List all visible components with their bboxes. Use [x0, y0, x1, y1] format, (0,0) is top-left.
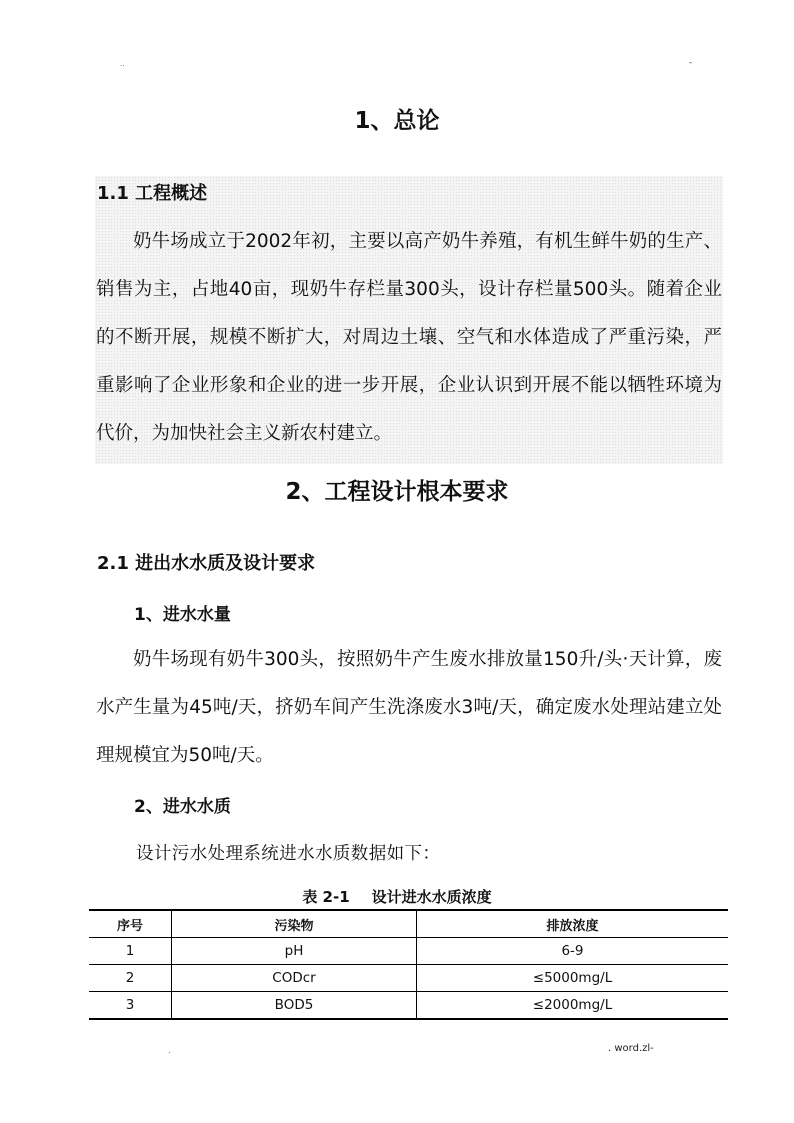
table-header-row — [89, 910, 728, 938]
water-quality-table — [89, 909, 728, 1020]
row-concentration: 6-9 — [417, 938, 729, 965]
table-row — [89, 992, 728, 1020]
row-index: 1 — [89, 938, 172, 965]
inflow-volume-paragraph: 奶牛场现有奶牛300头，按照奶牛产生废水排放量150升/头·天计算，废水产生量为45吨/天，挤奶车间产生洗涤废水3吨/天，确定废水处理站建立处理规模宜为50吨/天。 — [96, 649, 722, 766]
row-pollutant: pH — [172, 938, 417, 965]
row-pollutant: BOD5 — [172, 992, 417, 1020]
footer-source-text: . word.zl- — [608, 1043, 654, 1054]
section-1-title: 1、总论 — [354, 108, 440, 134]
row-concentration: ≤5000mg/L — [417, 965, 729, 992]
table-caption-title: 设计进水水质浓度 — [371, 888, 492, 906]
row-index: 2 — [89, 965, 172, 992]
row-concentration: ≤2000mg/L — [417, 992, 729, 1020]
header-concentration: 排放浓度 — [417, 910, 729, 938]
table-row — [89, 965, 728, 992]
project-overview-paragraph: 奶牛场成立于2002年初，主要以高产奶牛养殖，有机生鲜牛奶的生产、销售为主，占地40亩，现奶牛存栏量300头，设计存栏量500头。随着企业的不断开展，规模不断扩大，对周边土壤、空气和水体造成了严重污染，严重影响了企业形象和企业的进一步开展，企业认识到开展不能以牺牲环境为代价，为加快社会主义新农村建立。 — [96, 231, 722, 444]
inflow-volume-heading: 1、进水水量 — [134, 605, 231, 625]
header-pollutant: 污染物 — [172, 910, 417, 938]
inflow-quality-heading: 2、进水水质 — [134, 797, 231, 817]
section-2-title: 2、工程设计根本要求 — [285, 479, 509, 505]
row-index: 3 — [89, 992, 172, 1020]
header-right-mark: - — [689, 58, 693, 68]
section-1-1-heading: 1.1 工程概述 — [97, 183, 208, 204]
header-index: 序号 — [89, 910, 172, 938]
table-caption-number: 表 2-1 — [302, 888, 350, 906]
row-pollutant: CODcr — [172, 965, 417, 992]
header-left-mark: .. — [120, 60, 125, 68]
table-caption — [0, 886, 794, 907]
footer-left-mark: . — [168, 1046, 171, 1055]
section-2-1-heading: 2.1 进出水水质及设计要求 — [97, 553, 316, 574]
table-row — [89, 938, 728, 965]
inflow-quality-intro: 设计污水处理系统进水水质数据如下： — [136, 844, 441, 864]
